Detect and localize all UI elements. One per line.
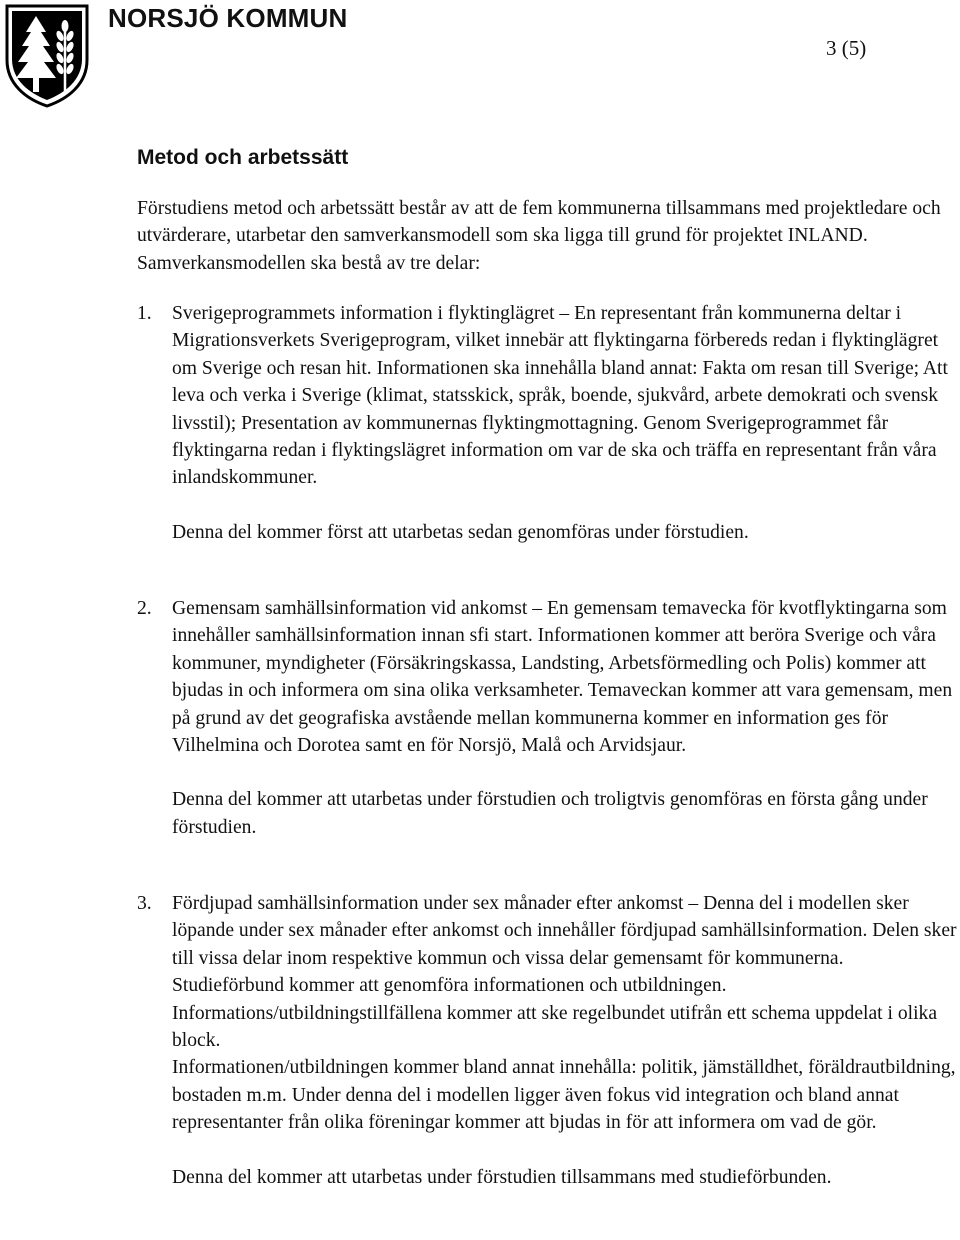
list-item-text: Sverigeprogrammets information i flyktinglägret – En representant från kommunerna deltar i Migrationsverkets Sverigeprogram, vilket innebär att flyktingarna förbereds redan i flyktinglägret om Sverige och resan hit. Informationen ska innehålla bland annat: Fakta om resan till Sverige; Att leva och verka i Sverige (klimat, statsskick, språk, boende, sjukvård, arbete demokrati och svensk livsstil); Presentation av kommunernas flyktingmottagning. Genom Sverigeprogrammet får flyktingarna redan i flyktingslägret information om var de ska och träffa en representant från våra inlandskommuner. bbox=[172, 303, 948, 489]
intro-paragraph: Förstudiens metod och arbetssätt består av att de fem kommunerna tillsammans med projektledare och utvärderare, utarbetar den samverkansmodell som ska ligga till grund för projektet INLAND. Samverkansmodellen ska bestå av tre delar: bbox=[137, 198, 941, 274]
page-number: 3 (5) bbox=[826, 36, 867, 60]
list-item-number: 2. bbox=[137, 598, 152, 619]
list-item-note: Denna del kommer att utarbetas under förstudien och troligtvis genomföras en första gång under förstudien. bbox=[172, 789, 928, 838]
list-item-note: Denna del kommer att utarbetas under förstudien tillsammans med studieförbunden. bbox=[172, 1166, 832, 1188]
list-item-number: 1. bbox=[137, 303, 152, 324]
list-item-text: Fördjupad samhällsinformation under sex månader efter ankomst – Denna del i modellen sker löpande under sex månader efter ankomst och innehåller fördjupad samhällsinformation. Delen sker till vissa delar inom respektive kommun och vissa delar gemensamt för kommunerna. Studieförbund kommer att genomföra informationen och utbildningen. Informations/utbildningstillfällena kommer att ske regelbundet utifrån ett schema uppdelat i olika block. bbox=[172, 893, 957, 1052]
list-item-text-continued: Informationen/utbildningen kommer bland annat innehålla: politik, jämställdhet, föräldrautbildning, bostaden m.m. Under denna del i modellen ligger även fokus vid integration och bland annat representanter från olika föreningar kommer att bjudas in för att informera om vad de gör. bbox=[172, 1057, 956, 1134]
organization-name: NORSJÖ KOMMUN bbox=[108, 3, 348, 33]
list-item-body bbox=[172, 890, 959, 1191]
list-item-text: Gemensam samhällsinformation vid ankomst – En gemensam temavecka för kvotflyktingarna som innehåller samhällsinformation innan sfi start. Informationen kommer att beröra Sverige och våra kommuner, myndigheter (Försäkringskassa, Landsting, Arbetsförmedling och Polis) kommer att bjudas in och informera om sina olika verksamheter. Temaveckan kommer att vara gemensam, men på grund av det geografiska avstående mellan kommunerna kommer en information ges för Vilhelmina och Dorotea samt en för Norsjö, Malå och Arvidsjaur. bbox=[172, 598, 953, 757]
list-item-body bbox=[172, 300, 959, 546]
list-item-number: 3. bbox=[137, 893, 152, 914]
section-title: Metod och arbetssätt bbox=[137, 146, 349, 169]
municipal-coat-of-arms-logo bbox=[2, 2, 92, 108]
list-item-body bbox=[172, 595, 959, 841]
list-item-note: Denna del kommer först att utarbetas sedan genomföras under förstudien. bbox=[172, 521, 749, 543]
